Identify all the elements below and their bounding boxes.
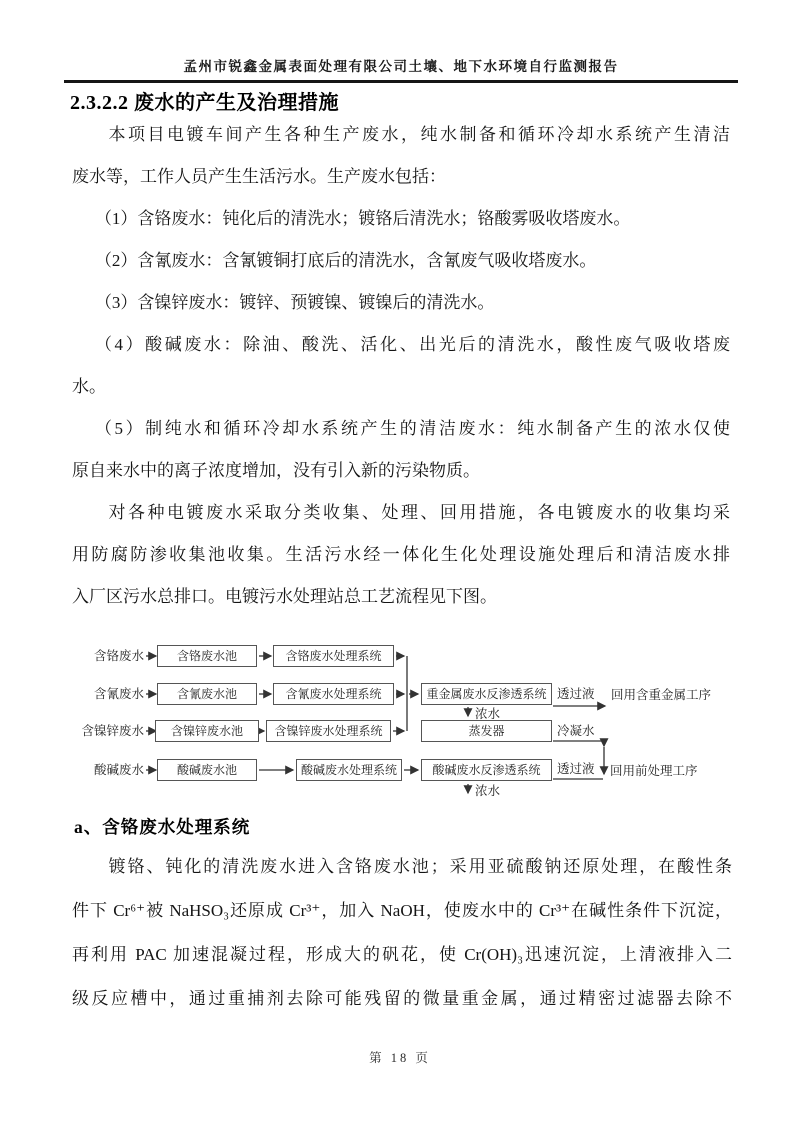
flow-label-reuse-heavy: 回用含重金属工序 bbox=[611, 688, 712, 702]
flow-box-evaporator: 蒸发器 bbox=[421, 720, 552, 742]
body-line: 本项目电镀车间产生各种生产废水，纯水制备和循环冷却水系统产生清洁 bbox=[108, 125, 730, 144]
flow-box-system: 含镍锌废水处理系统 bbox=[266, 720, 391, 742]
flow-label-concentrate: 浓水 bbox=[475, 707, 501, 721]
flow-box-pool: 含镍锌废水池 bbox=[155, 720, 259, 742]
body-line: 废水等，工作人员产生生活污水。生产废水包括： bbox=[72, 167, 446, 186]
body-line: （5）制纯水和循环冷却水系统产生的清洁废水：纯水制备产生的浓水仅使 bbox=[94, 419, 730, 438]
flow-box-pool: 含氰废水池 bbox=[157, 683, 257, 705]
body-line: 级反应槽中，通过重捕剂去除可能残留的微量重金属，通过精密过滤器去除不 bbox=[72, 989, 732, 1008]
flow-diagram bbox=[0, 636, 800, 808]
flow-box-pool: 含铬废水池 bbox=[157, 645, 257, 667]
flow-box-system: 含铬废水处理系统 bbox=[273, 645, 394, 667]
body-line: 用防腐防渗收集池收集。生活污水经一体化生化处理设施处理后和清洁废水排 bbox=[72, 545, 730, 564]
flow-box-acid-ro: 酸碱废水反渗透系统 bbox=[421, 759, 552, 781]
body-line: 件下 Cr⁶⁺被 NaHSO₃还原成 Cr³⁺，加入 NaOH，使废水中的 Cr³⁺在碱性条件下沉淀， bbox=[72, 901, 732, 920]
flow-box-pool: 酸碱废水池 bbox=[157, 759, 257, 781]
report-header bbox=[64, 0, 738, 83]
page-number: 第 18 页 bbox=[369, 1051, 431, 1065]
flow-source-label: 含氰废水 bbox=[93, 687, 144, 701]
body-line: （4）酸碱废水：除油、酸洗、活化、出光后的清洗水，酸性废气吸收塔废 bbox=[94, 335, 730, 354]
flow-box-heavy-metal-ro: 重金属废水反渗透系统 bbox=[421, 683, 552, 705]
body-line: 入厂区污水总排口。电镀污水处理站总工艺流程见下图。 bbox=[72, 587, 497, 606]
body-line: 原自来水中的离子浓度增加，没有引入新的污染物质。 bbox=[72, 461, 480, 480]
flow-label-permeate: 透过液 bbox=[557, 687, 595, 701]
subsection-heading: a、含铬废水处理系统 bbox=[74, 817, 251, 837]
body-line: 再利用 PAC 加速混凝过程，形成大的矾花，使 Cr(OH)₃迅速沉淀，上清液排入二 bbox=[72, 945, 732, 964]
flow-source-label: 含铬废水 bbox=[93, 649, 144, 663]
body-line: （3）含镍锌废水：镀锌、预镀镍、镀镍后的清洗水。 bbox=[94, 293, 495, 312]
body-text bbox=[72, 114, 730, 618]
flow-source-label: 含镍锌废水 bbox=[81, 724, 144, 738]
body-line: 对各种电镀废水采取分类收集、处理、回用措施，各电镀废水的收集均采 bbox=[108, 503, 730, 522]
flow-box-system: 含氰废水处理系统 bbox=[273, 683, 394, 705]
body-line: （2）含氰废水：含氰镀铜打底后的清洗水，含氰废气吸收塔废水。 bbox=[94, 251, 597, 270]
flow-label-permeate: 透过液 bbox=[557, 762, 595, 776]
flow-label-condensate: 冷凝水 bbox=[557, 724, 595, 738]
flow-source-label: 酸碱废水 bbox=[93, 763, 144, 777]
report-header-title: 孟州市锐鑫金属表面处理有限公司土壤、地下水环境自行监测报告 bbox=[183, 59, 619, 74]
section-heading: 2.3.2.2 废水的产生及治理措施 bbox=[70, 92, 339, 114]
body-line: （1）含铬废水：钝化后的清洗水；镀铬后清洗水；铬酸雾吸收塔废水。 bbox=[94, 209, 631, 228]
flow-box-system: 酸碱废水处理系统 bbox=[296, 759, 402, 781]
body-line: 水。 bbox=[72, 377, 106, 396]
flow-label-reuse-pre: 回用前处理工序 bbox=[610, 764, 698, 778]
subsection-text bbox=[72, 845, 732, 1021]
body-line: 镀铬、钝化的清洗废水进入含铬废水池；采用亚硫酸钠还原处理，在酸性条 bbox=[108, 857, 732, 876]
flow-label-concentrate: 浓水 bbox=[475, 784, 501, 798]
